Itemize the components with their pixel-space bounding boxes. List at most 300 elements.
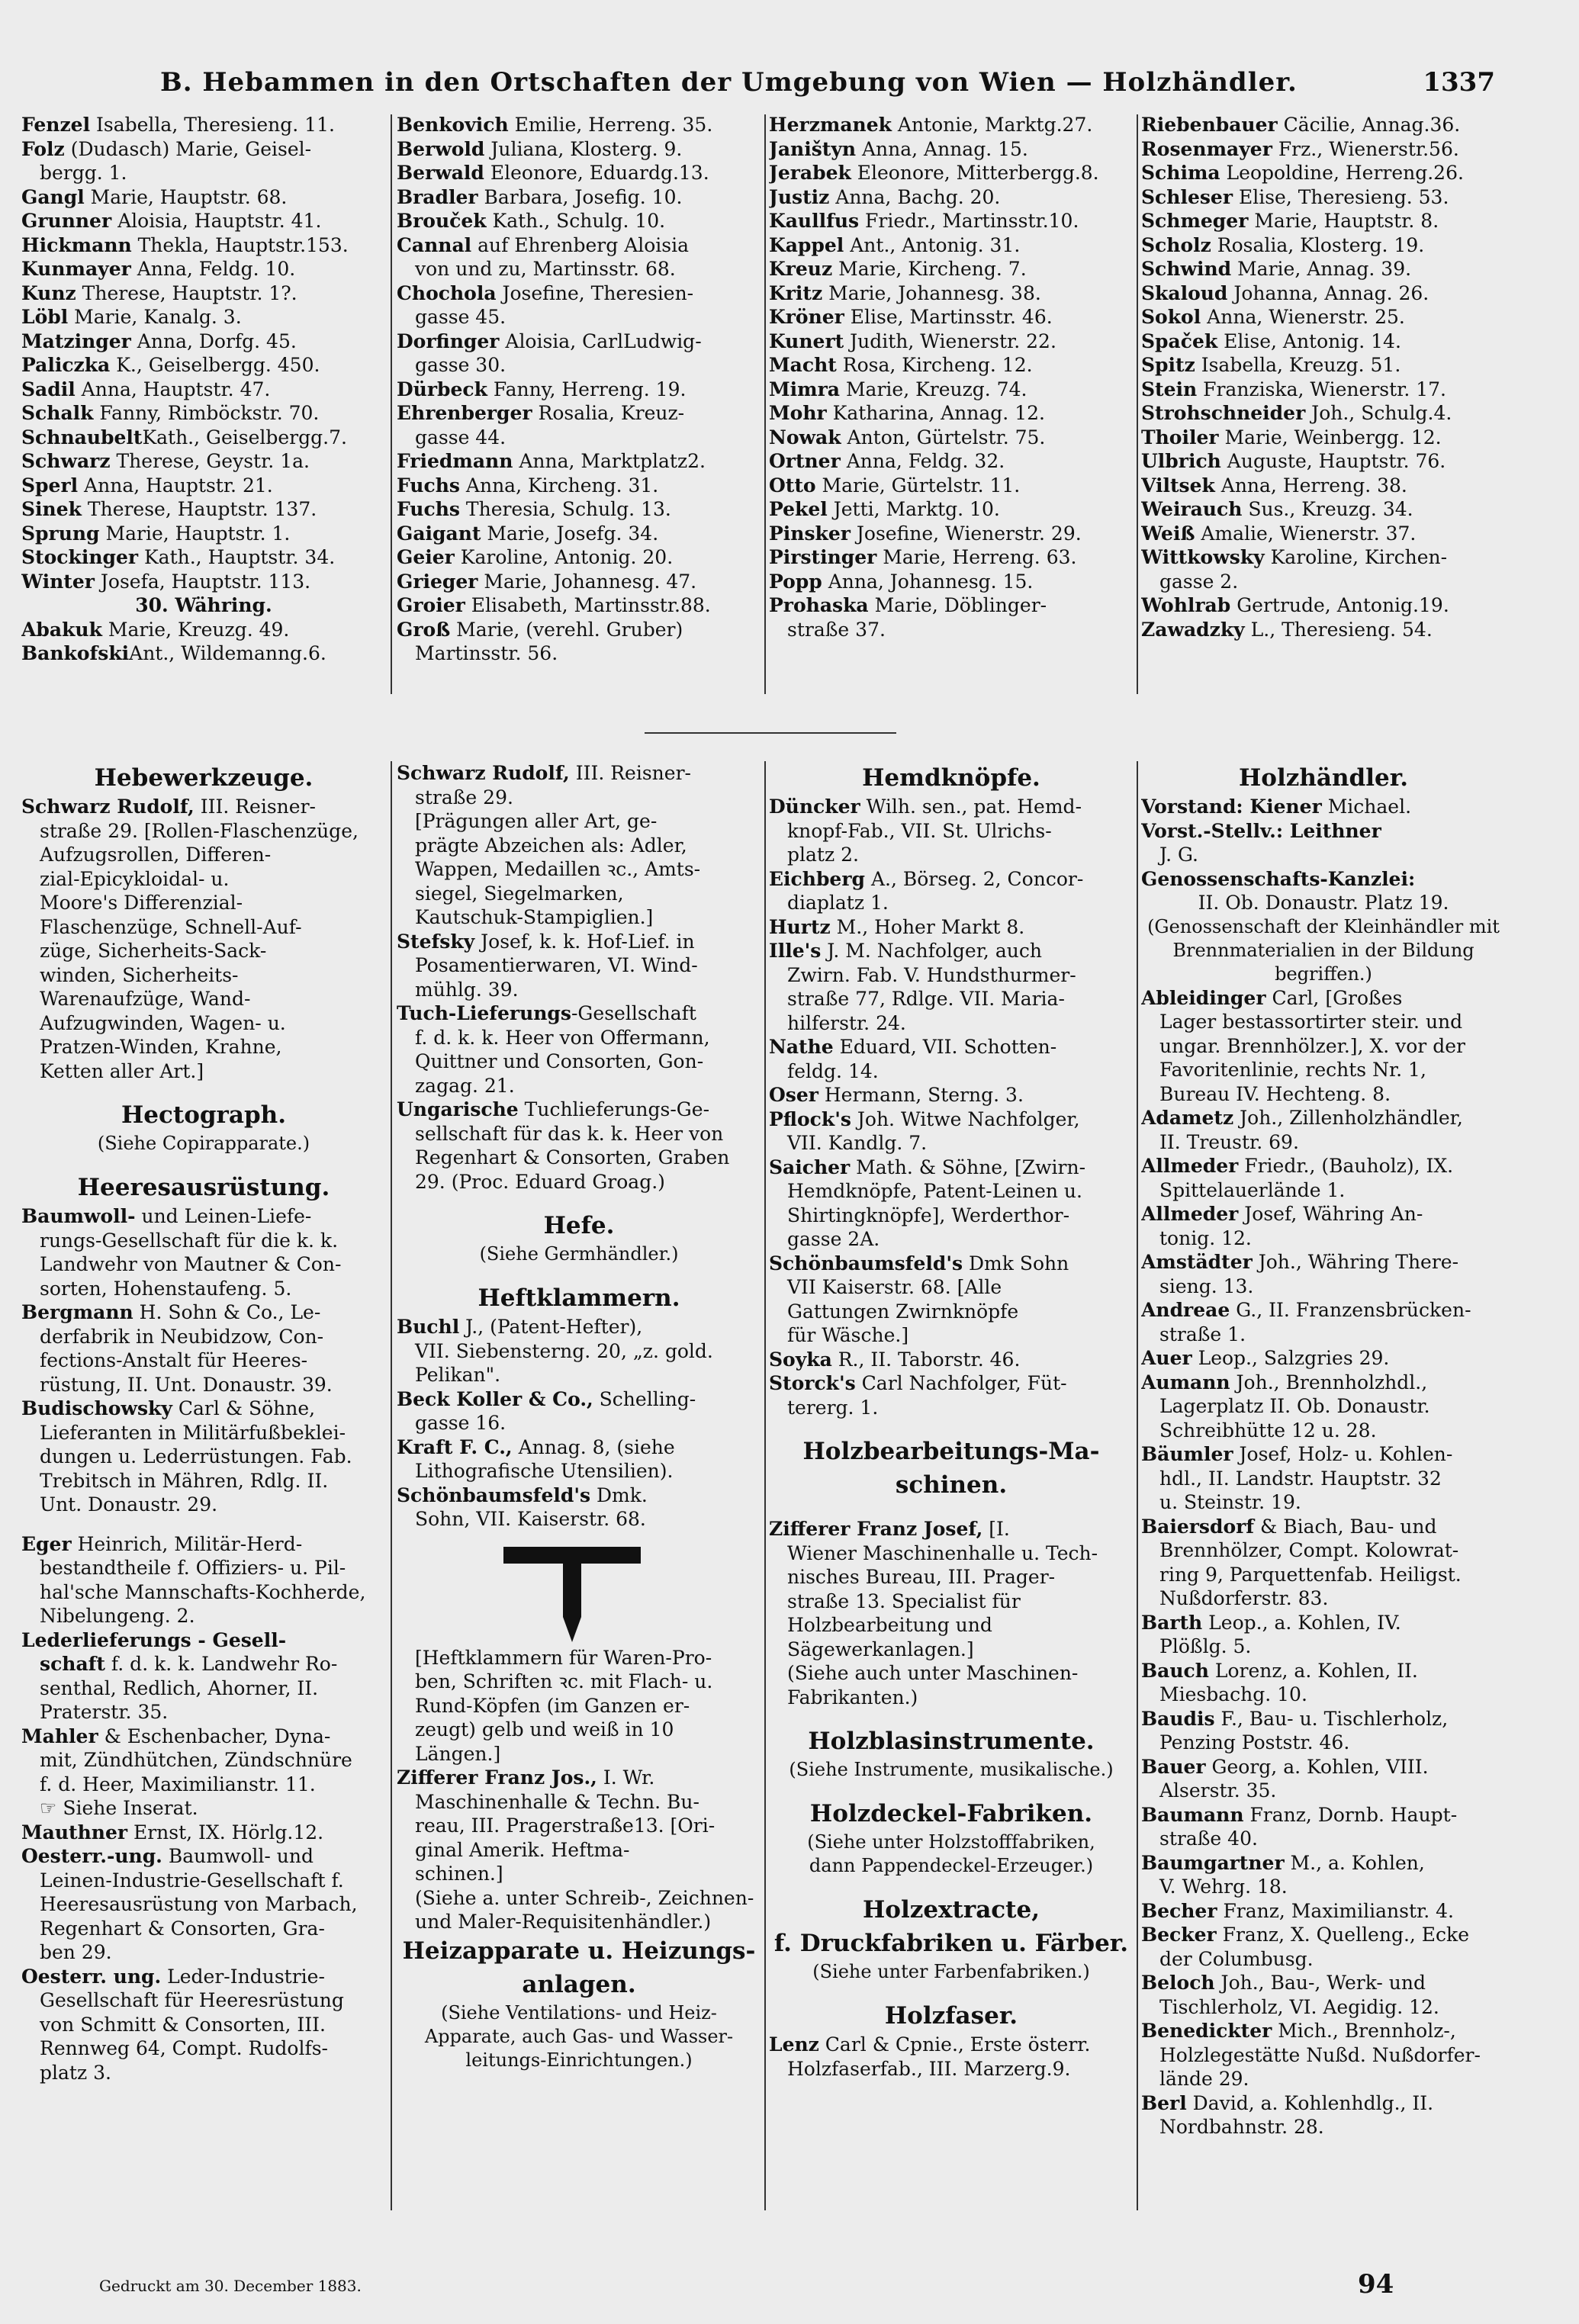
entry-name: Aumann	[1141, 1371, 1230, 1393]
directory-entry	[21, 137, 386, 162]
entry-name: Amstädter	[1141, 1251, 1253, 1273]
entry-continuation	[1141, 1178, 1506, 1203]
directory-entry	[21, 1628, 386, 1653]
entry-details: I. Wr.	[597, 1766, 655, 1789]
entry-continuation	[21, 1445, 386, 1469]
directory-entry	[1141, 378, 1506, 402]
entry-continuation	[1141, 1323, 1506, 1347]
entry-details: Anna, Wienerstr. 25.	[1201, 306, 1405, 328]
entry-continuation	[1141, 1226, 1506, 1251]
entry-details: Ernst, IX. Hörlg.12.	[127, 1821, 324, 1843]
spacer	[769, 1782, 1134, 1797]
entry-details: Zwirn. Fab. V. Hundsthurmer-	[787, 963, 1076, 986]
directory-entry	[397, 185, 761, 210]
entry-continuation	[21, 1011, 386, 1036]
cross-reference: (Siehe Ventilations- und Heiz-	[441, 2001, 717, 2023]
entry-name: Zifferer Franz Jos.,	[397, 1766, 597, 1789]
entry-continuation	[21, 867, 386, 892]
entry-continuation	[769, 987, 1134, 1011]
directory-entry	[21, 185, 386, 210]
entry-details: Marie, Hauptstr. 8.	[1248, 210, 1439, 232]
entry-details: Rosalia, Kreuz-	[532, 402, 685, 424]
entry-continuation	[21, 939, 386, 963]
print-date: Gedruckt am 30. December 1883.	[99, 2277, 362, 2295]
entry-details: Joh., Schulg.4.	[1305, 402, 1452, 424]
entry-name: Riebenbauer	[1141, 114, 1278, 136]
directory-entry	[1141, 1971, 1506, 1995]
entry-continuation	[21, 915, 386, 940]
entry-continuation	[21, 1556, 386, 1580]
entry-details: Anna, Dorfg. 45.	[130, 329, 297, 352]
directory-entry	[769, 329, 1134, 354]
entry-continuation	[397, 1790, 761, 1815]
entry-details: Nibelungeng. 2.	[40, 1605, 195, 1627]
entry-details: II. Ob. Donaustr. Platz 19.	[1198, 892, 1449, 914]
entry-details: Rund-Köpfen (im Ganzen er-	[415, 1694, 690, 1717]
entry-continuation	[1141, 1034, 1506, 1059]
entry-name: Sperl	[21, 474, 79, 497]
entry-details: Landwehr von Mautner & Con-	[40, 1253, 342, 1275]
entry-details: Wappen, Medaillen ꝛc., Amts-	[415, 858, 701, 880]
entry-name: Beloch	[1141, 1972, 1215, 1994]
entry-continuation	[1141, 1683, 1506, 1707]
entry-details: Anna, Hauptstr. 21.	[78, 474, 273, 497]
entry-details: David, a. Kohlenhdlg., II.	[1186, 2091, 1434, 2114]
directory-entry	[1141, 233, 1506, 258]
entry-name: Berwald	[397, 162, 484, 184]
entry-name: Grieger	[397, 570, 478, 593]
entry-name: Skaloud	[1141, 281, 1228, 304]
entry-continuation	[21, 819, 386, 844]
entry-details: Marie, Kanalg. 3.	[68, 306, 242, 328]
entry-details: Marie, Herreng. 63.	[876, 546, 1077, 568]
directory-entry	[769, 939, 1134, 963]
directory-entry	[1141, 426, 1506, 450]
entry-details: H. Sohn & Co., Le-	[133, 1301, 321, 1323]
directory-entry	[21, 401, 386, 426]
entry-details: ☞ Siehe Inserat.	[40, 1797, 198, 1819]
directory-entry	[769, 426, 1134, 450]
entry-name: Benkovich	[397, 114, 509, 136]
entry-name: Chochola	[397, 281, 497, 304]
entry-details: straße 40.	[1159, 1827, 1258, 1850]
entry-name: Jerabek	[769, 162, 851, 184]
entry-details: auf Ehrenberg Aloisia	[471, 233, 690, 256]
entry-details: Spittelauerlände 1.	[1159, 1178, 1346, 1201]
entry-continuation	[769, 963, 1134, 988]
entry-continuation	[21, 2036, 386, 2061]
cross-reference: (Siehe Germhändler.)	[479, 1243, 679, 1265]
section-heading: Heizapparate u. Heizungs-	[402, 1937, 756, 1965]
entry-name: Baumgartner	[1141, 1851, 1285, 1874]
section-heading: Holzhändler.	[1239, 764, 1408, 792]
entry-name: Kappel	[769, 233, 844, 256]
top-column-3	[769, 113, 1134, 641]
cross-reference: (Siehe Instrumente, musikalische.)	[789, 1759, 1114, 1780]
entry-name: Stockinger	[21, 546, 139, 568]
directory-entry	[21, 209, 386, 233]
directory-entry	[1141, 1371, 1506, 1395]
entry-continuation	[397, 353, 761, 378]
entry-continuation	[1141, 1419, 1506, 1443]
entry-continuation	[769, 891, 1134, 915]
entry-name: Ehrenberger	[397, 402, 532, 424]
entry-name: Lenz	[769, 2033, 819, 2056]
entry-details: [Heftklammern für Waren-Pro-	[415, 1646, 712, 1669]
entry-name: Weiß	[1141, 522, 1195, 545]
entry-continuation	[397, 1122, 761, 1146]
entry-details: Marie, Weinbergg. 12.	[1218, 426, 1442, 448]
entry-name: Bauch	[1141, 1659, 1209, 1682]
directory-entry	[21, 1300, 386, 1325]
directory-entry	[1141, 522, 1506, 546]
directory-entry	[769, 1035, 1134, 1059]
entry-continuation	[769, 1661, 1134, 1686]
section-heading: Holzdeckel-Fabriken.	[809, 1800, 1093, 1827]
entry-details: Marie, Johannesg. 38.	[822, 281, 1041, 304]
entry-details: ungar. Brennhölzer.], X. vor der	[1159, 1034, 1465, 1057]
directory-entry	[397, 233, 761, 258]
column-divider	[391, 761, 392, 2210]
directory-entry	[769, 1517, 1134, 1541]
entry-details: Rennweg 64, Compt. Rudolfs-	[40, 2037, 329, 2059]
entry-name: Benedickter	[1141, 2020, 1272, 2042]
entry-details: Anna, Bachg. 20.	[829, 185, 1001, 208]
entry-details: Josefine, Wienerstr. 29.	[850, 522, 1082, 545]
entry-details: Josef, Holz- u. Kohlen-	[1233, 1443, 1453, 1465]
section-heading: Holzblasinstrumente.	[808, 1728, 1095, 1755]
entry-continuation	[397, 1507, 761, 1532]
entry-name: Rosenmayer	[1141, 137, 1272, 160]
entry-details: ring 9, Parquettenfab. Heiligst.	[1159, 1563, 1462, 1586]
directory-entry	[769, 1371, 1134, 1396]
entry-name: Cannal	[397, 233, 472, 256]
entry-name: Stein	[1141, 378, 1198, 400]
spacer	[397, 1266, 761, 1281]
directory-entry	[769, 1156, 1134, 1180]
spacer	[769, 1419, 1134, 1435]
entry-name: Baumann	[1141, 1803, 1244, 1826]
directory-entry	[769, 915, 1134, 940]
entry-name: Popp	[769, 570, 822, 593]
entry-details: gasse 2A.	[787, 1228, 880, 1250]
entry-continuation	[397, 1411, 761, 1435]
entry-details: und Leinen-Liefe-	[135, 1205, 312, 1227]
entry-details: Josef, k. k. Hof-Lief. in	[474, 930, 695, 953]
entry-details: Aloisia, Hauptstr. 41.	[111, 210, 322, 232]
directory-entry	[1141, 1154, 1506, 1178]
entry-continuation	[1141, 1058, 1506, 1082]
entry-details: Franziska, Wienerstr. 17.	[1197, 378, 1447, 400]
entry-name: schaft	[40, 1653, 105, 1675]
entry-continuation	[21, 1469, 386, 1493]
entry-continuation	[397, 882, 761, 906]
entry-details: tonig. 12.	[1159, 1226, 1252, 1249]
directory-entry	[397, 618, 761, 642]
entry-details: hilferstr. 24.	[787, 1011, 906, 1034]
entry-details: Katharina, Annag. 12.	[826, 402, 1045, 424]
spacer	[21, 1517, 386, 1532]
entry-name: Kunmayer	[21, 258, 131, 280]
entry-details: Praterstr. 35.	[40, 1701, 169, 1723]
spacer	[769, 1709, 1134, 1725]
entry-details: ben 29.	[40, 1941, 112, 1963]
page-title: B. Hebammen in den Ortschaften der Umgebung von Wien — Holzhändler.	[160, 67, 1298, 98]
entry-details: ben, Schriften ꝛc. mit Flach- u.	[415, 1670, 713, 1692]
entry-name: Spitz	[1141, 354, 1195, 376]
entry-continuation	[1141, 1490, 1506, 1515]
entry-details: f. d. k. k. Heer von Offermann,	[415, 1026, 710, 1049]
entry-details: (Dudasch) Marie, Geisel-	[64, 137, 312, 160]
entry-name: Weirauch	[1141, 498, 1243, 520]
directory-entry	[21, 474, 386, 498]
entry-name: Schnaubelt	[21, 426, 143, 448]
entry-details: feldg. 14.	[787, 1059, 879, 1082]
entry-details: Marie, (verehl. Gruber)	[450, 618, 683, 641]
entry-details: sellschaft für das k. k. Heer von	[415, 1122, 724, 1145]
entry-details: Bureau IV. Hechteng. 8.	[1159, 1082, 1391, 1105]
entry-details: [I.	[982, 1518, 1010, 1540]
entry-continuation	[769, 1131, 1134, 1156]
entry-name: Groß	[397, 618, 451, 641]
entry-name: Ille's	[769, 940, 822, 962]
directory-entry	[769, 257, 1134, 281]
entry-name: Brouček	[397, 210, 487, 232]
entry-continuation	[21, 963, 386, 988]
entry-name: Kröner	[769, 306, 844, 328]
entry-continuation	[21, 1325, 386, 1349]
directory-entry	[397, 1435, 761, 1460]
entry-name: Scholz	[1141, 233, 1211, 256]
directory-entry	[397, 1387, 761, 1412]
entry-details: bergg. 1.	[40, 162, 127, 184]
entry-details: Antonie, Marktg.27.	[891, 114, 1093, 136]
entry-details: Carl & Söhne,	[172, 1397, 316, 1419]
directory-entry	[21, 378, 386, 402]
directory-entry	[21, 570, 386, 594]
cross-reference: (Siehe unter Farbenfabriken.)	[812, 1961, 1090, 1982]
entry-continuation	[21, 1676, 386, 1701]
entry-name: Adametz	[1141, 1107, 1234, 1129]
directory-entry	[1141, 209, 1506, 233]
entry-details: Regenhart & Consorten, Graben	[415, 1146, 730, 1168]
entry-name: Kreuz	[769, 258, 833, 280]
entry-details: Josefine, Theresien-	[496, 281, 694, 304]
entry-name: Friedmann	[397, 450, 513, 472]
directory-entry	[769, 305, 1134, 329]
entry-details: Holzbearbeitung und	[787, 1614, 992, 1636]
cross-reference: (Genossenschaft der Kleinhändler mit	[1147, 915, 1500, 937]
entry-details: Anna, Feldg. 10.	[130, 258, 296, 280]
entry-name: Kraft F. C.,	[397, 1435, 513, 1458]
entry-continuation	[397, 786, 761, 810]
entry-continuation	[21, 1988, 386, 2013]
entry-name: Mahler	[21, 1725, 98, 1747]
entry-name: Prohaska	[769, 594, 869, 616]
entry-details: Juliana, Klosterg. 9.	[484, 137, 683, 160]
entry-details: Joh., Bau-, Werk- und	[1214, 1972, 1426, 1994]
entry-details: winden, Sicherheits-	[40, 963, 239, 986]
entry-name: Schönbaumsfeld's	[397, 1483, 591, 1506]
directory-entry	[1141, 593, 1506, 618]
entry-details: Wiener Maschinenhalle u. Tech-	[787, 1541, 1098, 1564]
entry-name: Vorstand: Kiener	[1141, 796, 1322, 818]
entry-details: züge, Sicherheits-Sack-	[40, 940, 267, 962]
entry-name: Schwarz Rudolf,	[397, 762, 570, 784]
entry-name: Zawadzky	[1141, 618, 1245, 641]
entry-continuation	[769, 1565, 1134, 1590]
entry-details: Plößlg. 5.	[1159, 1635, 1252, 1657]
entry-details: senthal, Redlich, Ahorner, II.	[40, 1676, 319, 1699]
entry-name: Kaullfus	[769, 210, 860, 232]
entry-details: Karoline, Antonig. 20.	[454, 546, 674, 568]
entry-name: Strohschneider	[1141, 402, 1306, 424]
entry-details: Fanny, Herreng. 19.	[487, 378, 687, 400]
entry-continuation	[397, 1718, 761, 1742]
entry-continuation	[769, 1227, 1134, 1252]
directory-entry	[21, 618, 386, 642]
entry-details: dungen u. Lederrüstungen. Fab.	[40, 1445, 352, 1467]
entry-details: Therese, Hauptstr. 1?.	[76, 281, 297, 304]
entry-name: Justiz	[769, 185, 830, 208]
directory-entry	[1141, 986, 1506, 1011]
directory-entry	[397, 378, 761, 402]
entry-name: Janištyn	[769, 137, 857, 160]
entry-details: Marie, Hauptstr. 68.	[84, 185, 288, 208]
entry-continuation	[397, 1146, 761, 1170]
entry-name: Tuch-Lieferungs	[397, 1002, 571, 1024]
entry-name: Macht	[769, 354, 837, 376]
directory-entry	[397, 1315, 761, 1339]
section-heading: Holzextracte,	[862, 1896, 1040, 1924]
entry-name: Auer	[1141, 1347, 1192, 1369]
directory-entry	[397, 281, 761, 306]
entry-details: Cäcilie, Annag.36.	[1277, 114, 1461, 136]
bottom-column-1	[21, 761, 386, 2085]
entry-name: Düncker	[769, 796, 860, 818]
entry-name: Spaček	[1141, 329, 1218, 352]
entry-details: Elise, Antonig. 14.	[1217, 329, 1401, 352]
entry-details: Sohn, VII. Kaiserstr. 68.	[415, 1508, 646, 1530]
entry-details: Martinsstr. 56.	[415, 642, 558, 664]
entry-name: Kunz	[21, 281, 76, 304]
entry-continuation	[397, 1339, 761, 1364]
entry-continuation	[397, 641, 761, 666]
entry-name: Ortner	[769, 450, 841, 472]
entry-details: Fanny, Rimböckstr. 70.	[93, 402, 320, 424]
entry-details: Warenaufzüge, Wand-	[40, 988, 251, 1010]
directory-entry	[1141, 1851, 1506, 1876]
entry-details: Math. & Söhne, [Zwirn-	[850, 1156, 1086, 1178]
entry-continuation	[769, 1300, 1134, 1324]
entry-details: Maschinenhalle & Techn. Bu-	[415, 1790, 699, 1813]
entry-name: Dorfinger	[397, 329, 500, 352]
entry-details: [Prägungen aller Art, ge-	[415, 810, 658, 832]
entry-continuation	[769, 1686, 1134, 1710]
entry-details: Sus., Kreuzg. 34.	[1242, 498, 1413, 520]
directory-entry	[1141, 1707, 1506, 1731]
entry-name: Mimra	[769, 378, 840, 400]
entry-continuation	[397, 1026, 761, 1050]
entry-name: Storck's	[769, 1372, 856, 1394]
entry-details: f. d. Heer, Maximilianstr. 11.	[40, 1773, 316, 1795]
entry-details: Hermann, Sterng. 3.	[818, 1084, 1024, 1106]
entry-continuation	[397, 857, 761, 882]
entry-details: u. Steinstr. 19.	[1159, 1491, 1301, 1513]
entry-details: Ant., Wildemanng.6.	[129, 642, 326, 664]
directory-entry	[397, 113, 761, 137]
directory-entry	[1141, 137, 1506, 162]
entry-details: -Gesellschaft	[571, 1002, 696, 1024]
entry-name: Nowak	[769, 426, 841, 448]
entry-name: Schönbaumsfeld's	[769, 1252, 963, 1275]
entry-name: Ungarische	[397, 1098, 519, 1120]
entry-name: Bankofski	[21, 642, 130, 664]
entry-details: Anna, Marktplatz2.	[513, 450, 706, 472]
entry-continuation	[769, 1204, 1134, 1228]
entry-name: Pinsker	[769, 522, 851, 545]
directory-entry	[769, 474, 1134, 498]
directory-entry	[1141, 618, 1506, 642]
entry-details: Moore's Differenzial-	[40, 892, 243, 914]
entry-details: Anna, Johannesg. 15.	[822, 570, 1034, 593]
entry-details: Lithografische Utensilien).	[415, 1460, 674, 1482]
spacer	[21, 1083, 386, 1098]
entry-details: Leinen-Industrie-Gesellschaft f.	[40, 1869, 344, 1892]
paper-clip-icon	[397, 1532, 761, 1646]
directory-entry	[397, 137, 761, 162]
entry-details: Dmk.	[590, 1483, 648, 1506]
entry-continuation	[769, 819, 1134, 844]
directory-entry	[769, 353, 1134, 378]
entry-details: J. G.	[1159, 844, 1199, 866]
entry-continuation	[397, 1363, 761, 1387]
entry-details: Franz, X. Quelleng., Ecke	[1216, 1924, 1469, 1946]
cross-reference: dann Pappendeckel-Erzeuger.)	[809, 1855, 1094, 1876]
entry-name: Berl	[1141, 2091, 1187, 2114]
entry-continuation	[1141, 1995, 1506, 2020]
entry-details: Kautschuk-Stampiglien.]	[415, 906, 654, 928]
entry-details: Barbara, Josefig. 10.	[478, 185, 683, 208]
entry-details: Josef, Währing An-	[1238, 1203, 1423, 1225]
entry-continuation	[769, 1011, 1134, 1036]
entry-name: Oesterr.-ung.	[21, 1845, 162, 1867]
entry-continuation	[769, 1323, 1134, 1348]
entry-continuation	[397, 1838, 761, 1863]
entry-details: Frz., Wienerstr.56.	[1272, 137, 1459, 160]
entry-details: von Schmitt & Consorten, III.	[40, 2013, 326, 2036]
directory-entry	[397, 761, 761, 786]
entry-name: Beck Koller & Co.,	[397, 1387, 593, 1410]
entry-details: Marie, Kircheng. 7.	[832, 258, 1027, 280]
entry-continuation	[1141, 2043, 1506, 2068]
entry-name: Wohlrab	[1141, 594, 1231, 616]
directory-entry	[397, 1001, 761, 1026]
directory-entry	[1141, 819, 1506, 844]
entry-details: (Siehe auch unter Maschinen-	[787, 1662, 1079, 1684]
entry-details: straße 77, Rdlge. VII. Maria-	[787, 988, 1065, 1010]
spacer	[21, 1156, 386, 1171]
entry-name: Gaigant	[397, 522, 481, 545]
directory-entry	[1141, 795, 1506, 819]
entry-details: straße 29.	[415, 786, 513, 808]
entry-details: tererg. 1.	[787, 1396, 879, 1419]
entry-name: Pekel	[769, 498, 828, 520]
entry-continuation	[21, 1892, 386, 1917]
entry-details: Tuchlieferungs-Ge-	[518, 1098, 710, 1120]
entry-name: Gangl	[21, 185, 85, 208]
entry-details: hal'sche Mannschafts-Kochherde,	[40, 1580, 366, 1603]
